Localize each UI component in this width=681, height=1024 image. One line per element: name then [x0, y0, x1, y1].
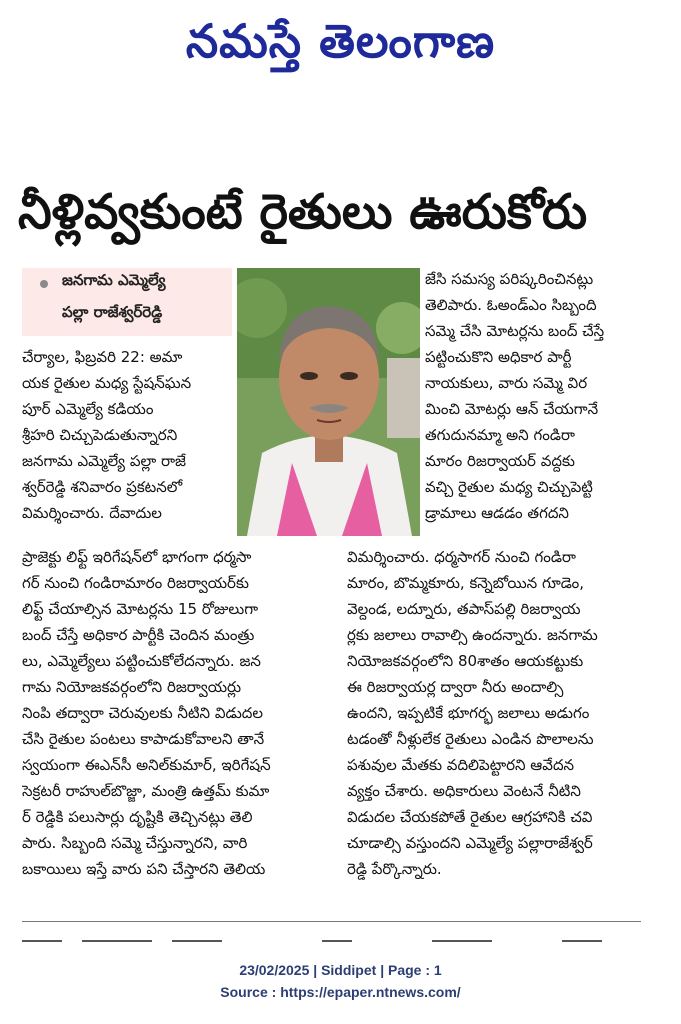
cropped-text-fragment: [22, 932, 641, 942]
footer-source: Source : https://epaper.ntnews.com/: [220, 984, 461, 1000]
article-column-right-top: జేసి సమస్య పరిష్కరించినట్లు తెలిపారు. ఓఅండ్‌ఎం సిబ్బంది సమ్మె చేసి మోటర్లను బంద్ చేస్తే పట్టించుకొని అధికార పార్టీ నాయకులు, వారు సమ్మె విర మించి మోటర్లు ఆన్ చేయగానే తగుదునమ్మా అని గండిరా మారం రిజర్వాయర్ వద్దకు వచ్చి రైతుల మధ్య చిచ్చుపెట్టి డ్రామాలు ఆడడం తగదని: [425, 270, 605, 522]
caption-line-1: జనగామ ఎమ్మెల్యే: [62, 271, 166, 289]
article-column-left-top: చేర్యాల, ఫిబ్రవరి 22: అమా యక రైతుల మధ్య స్టేషన్‌ఘన పూర్ ఎమ్మెల్యే కడియం శ్రీహరి చిచ్చుపెడుతున్నారని జనగామ ఎమ్మెల్యే పల్లా రాజే శ్వర్‌రెడ్డి శనివారం ప్రకటనలో విమర్శించారు. దేవాదుల: [22, 348, 192, 522]
bottom-divider: [22, 921, 641, 922]
caption-line-2: పల్లా రాజేశ్వర్‌రెడ్డి: [62, 303, 163, 321]
article-column-right-bottom: విమర్శించారు. ధర్మసాగర్ నుంచి గండిరా మారం, బొమ్మకూరు, కన్నెబోయిన గూడెం, వెల్దండ, లద్నూరు, తపాస్‌పల్లి రిజర్వాయ ర్లకు జలాలు రావాల్సి ఉందన్నారు. జనగామ నియోజకవర్గంలోని 80శాతం ఆయకట్టుకు ఈ రిజర్వాయర్ల ద్వారా నీరు అందాల్సి ఉందని, ఇప్పటికే భూగర్భ జలాలు అడుగం టడంతో నీళ్లులేక రైతులు ఎండిన పొలాలను పశువుల మేతకు వదిలిపెట్టారని ఆవేదన వ్యక్తం చేశారు. అధికారులు వెంటనే నీటిని విడుదల చేయకపోతే రైతుల ఆగ్రహానికి చవి చూడాల్సి వస్తుందని ఎమ్మెల్యే పల్లారాజేశ్వర్ రెడ్డి పేర్కొన్నారు.: [347, 548, 598, 878]
bullet-icon: [40, 280, 48, 288]
photo-caption: [22, 268, 232, 336]
mla-photo: [237, 268, 420, 536]
portrait-illustration: [237, 268, 420, 536]
article-headline: నీళ్లివ్వకుంటే రైతులు ఊరుకోరు: [18, 184, 588, 240]
masthead-title: నమస్తే తెలంగాణ: [185, 14, 496, 68]
footer-date-edition: 23/02/2025 | Siddipet | Page : 1: [239, 962, 442, 978]
article-column-left-bottom: ప్రాజెక్టు లిఫ్ట్ ఇరిగేషన్‌లో భాగంగా ధర్మసా గర్ నుంచి గండిరామారం రిజర్వాయర్‌కు లిఫ్ట్ చేయాల్సిన మోటర్లను 15 రోజులుగా బంద్ చేస్తే అధికార పార్టీకి చెందిన మంత్రు లు, ఎమ్మెల్యేలు పట్టించుకోలేదన్నారు. జన గామ నియోజకవర్గంలోని రిజర్వాయర్లు నింపి తద్వారా చెరువులకు నీటిని విడుదల చేసి రైతుల పంటలు కాపాడుకోవాలని తానే స్వయంగా ఈఎన్‌సీ అనిల్‌కుమార్, ఇరిగేషన్ సెక్రటరీ రాహుల్‌బొజ్జా, మంత్రి ఉత్తమ్ కుమా ర్ రెడ్డికి పలుసార్లు దృష్టికి తెచ్చినట్లు తెలి పారు. సిబ్బంది సమ్మె చేస్తున్నారని, వారి బకాయిలు ఇస్తే వారు పని చేస్తారని తెలియ: [22, 548, 271, 878]
